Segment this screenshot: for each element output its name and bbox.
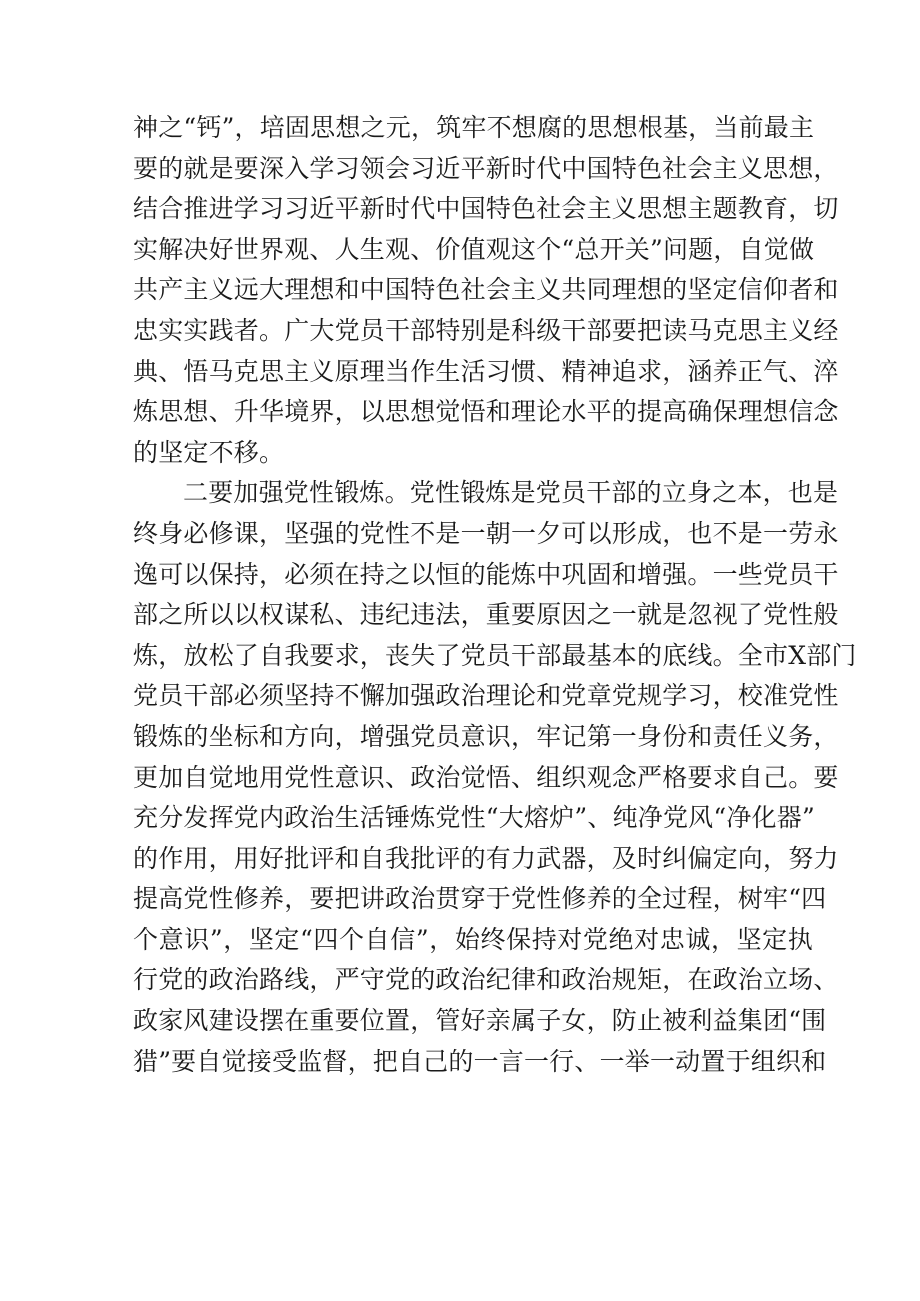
text-line: 二要加强党性锻炼。党性锻炼是党员干部的立身之本，也是 [183,478,839,508]
text-line: 共产主义远大理想和中国特色社会主义共同理想的坚定信仰者和 [133,275,839,305]
text-line: 部之所以以权谋私、违纪违法，重要原因之一就是忽视了党性般 [133,600,839,630]
text-line: 终身必修课，坚强的党性不是一朝一夕可以形成，也不是一劳永 [133,518,839,548]
text-line: 锻炼的坐标和方向，增强党员意识，牢记第一身份和责任义务， [133,721,839,751]
text-line: 行党的政治路线，严守党的政治纪律和政治规矩，在政治立场、 [133,965,839,995]
text-line: 炼思想、升华境界，以思想觉悟和理论水平的提高确保理想信念 [133,397,839,427]
text-line: 政家风建设摆在重要位置，管好亲属子女，防止被利益集团“围 [133,1006,827,1036]
text-line: 逸可以保持，必须在持之以恒的能炼中巩固和增强。一些党员干 [133,559,839,589]
text-line: 神之“钙”，培固思想之元，筑牢不想腐的思想根基，当前最主 [133,113,815,142]
text-line: 典、悟马克思主义原理当作生活习惯、精神追求，涵养正气、淬 [133,356,839,386]
paragraph-1 [133,108,839,473]
text-line: 炼，放松了自我要求，丧失了党员干部最基本的底线。全市X部门 [133,640,857,670]
text-line: 党员干部必须坚持不懈加强政治理论和党章党规学习，校准党性 [133,681,839,711]
text-line: 充分发挥党内政治生活锤炼党性“大熔炉”、纯净党风“净化器” [133,803,815,833]
text-line: 要的就是要深入学习领会习近平新时代中国特色社会主义思想， [133,153,839,183]
text-line: 猎”要自觉接受监督，把自己的一言一行、一举一动置于组织和 [133,1046,827,1076]
document-body [133,108,857,1082]
text-line: 实解决好世界观、人生观、价值观这个“总开关”问题，自觉做 [133,234,815,264]
text-line: 个意识”，坚定“四个自信”，始终保持对党绝对忠诚，坚定执 [133,924,813,954]
paragraph-2 [133,473,857,1082]
text-line: 的坚定不移。 [133,437,285,467]
text-line: 的作用，用好批评和自我批评的有力武器，及时纠偏定向，努力 [133,843,839,873]
text-line: 更加自觉地用党性意识、政治觉悟、组织观念严格要求自己。要 [133,762,839,792]
text-line: 忠实实践者。广大党员干部特别是科级干部要把读马克思主义经 [133,315,839,345]
text-line: 提高党性修养，要把讲政治贯穿于党性修养的全过程，树牢“四 [133,884,827,914]
text-line: 结合推进学习习近平新时代中国特色社会主义思想主题教育，切 [133,194,839,224]
